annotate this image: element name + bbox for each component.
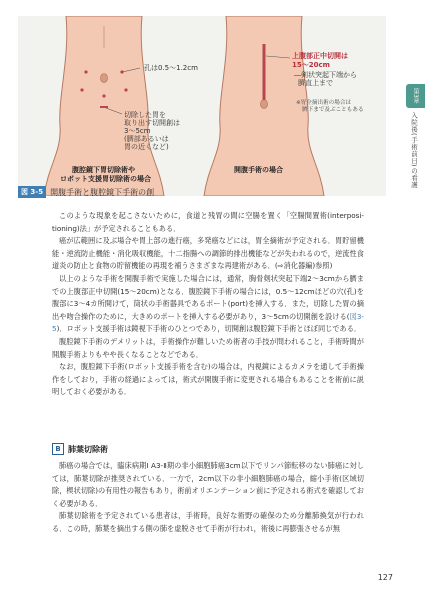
paragraph-incision-text-b: )．ロボット支援手術は鏡視下手術のひとつであり，切開創は腹腔鏡下手術とほぼ同じである． xyxy=(56,324,362,334)
section-heading xyxy=(52,443,108,455)
extraction-incision-label-4: (臍部あるいは xyxy=(124,135,169,143)
section-title: 肺葉切除術 xyxy=(68,444,108,454)
paragraph-lobectomy: 肺葉切除術を予定されている患者は，手術時，良好な術野の確保のため分離肺換気が行われる．この時，肺葉を摘出する側の肺を虚脱させて手術が行われ，術後に再膨張させるが無 xyxy=(52,511,364,533)
body-text-lower xyxy=(52,460,364,536)
chapter-section-vertical-text: 入院後(手術前日)の看護 xyxy=(410,112,418,189)
extraction-incision-label-2: 取り出す切開創は xyxy=(124,119,180,127)
paragraph-incision-comparison xyxy=(52,273,364,336)
midline-incision-title-1: 上腹部正中切開は xyxy=(292,52,348,60)
laparoscopic-procedure-label-1: 腹腔鏡下胃切除術や xyxy=(72,166,135,174)
section-marker: B xyxy=(52,443,64,455)
paragraph-incision-text-a: 以上のような手術を開腹手術で実施した場合には，通常，胸骨剣状突起下端2〜3cmから臍までの上腹部正中切開(15〜20cm)となる．腹腔鏡下手術の場合には，0.5〜12cmほどの穴(孔)を腹部に3〜4カ所開けて，筒状の手術器具であるポート(port)を挿入する．また，切除した胃の摘出や吻合操作のために，大きめのポートを挿入する必要があり，3〜5cmの切開創を設ける( xyxy=(52,273,364,321)
chapter-label: 第3章 xyxy=(412,88,419,104)
total-gastrectomy-note-1: ※胃全摘出術の場合は xyxy=(296,100,352,106)
paragraph-lung-cancer: 肺癌の場合では，臨床病期Ⅰ A3-Ⅱ期の非小細胞肺癌3cm以下でリンパ節転移のない肺癌に対しては，肺葉切除が推奨されている．一方で，2cm以下の非小細胞肺癌の場合，縮小手術(区域切除，楔状切除)の有用性の報告もあり，術前オリエンテーション前に予定される術式を確認しておく必要がある． xyxy=(52,461,364,508)
paragraph-conversion-note: なお，腹腔鏡下手術(ロボット支援手術を含む)の場合は，内視鏡によるカメラを通して手術操作をしており，手術の経過によっては，術式が開腹手術に変更される場合もあることを術前に説明しておく必要がある． xyxy=(52,362,364,397)
paragraph-laparoscopic-demerit: 腹腔鏡下手術のデメリットは，手術操作が難しいため術者の手技が問われること，手術時間が開腹手術よりもやや長くなることなどである． xyxy=(52,336,364,359)
laparoscopic-procedure-label-2: ロボット支援胃切除術の場合 xyxy=(60,175,151,183)
midline-incision-range-2: 臍直上まで xyxy=(298,79,333,87)
midline-incision-title-2: 15〜20cm xyxy=(292,61,330,69)
page-number: 127 xyxy=(377,573,393,582)
extraction-incision-label-5: 胃の近くなど) xyxy=(124,143,169,151)
paragraph-total-gastrectomy: 癌が広範囲に及ぶ場合や胃上部の進行癌，多発癌などには，胃全摘術が予定される．胃貯留機能・逆流防止機能・消化吸収機能，十二指腸への調節的排出機能などが失われるので，逆流性食道炎の防止と食物の貯留機能の再現を補うさまざまな再建術がある．(⇨消化器編)参照) xyxy=(52,236,364,271)
body-text-upper xyxy=(52,210,364,399)
figure-caption-text: 開腹手術と腹腔鏡下手術の創 xyxy=(50,187,155,197)
chapter-tab xyxy=(406,84,425,108)
surgery-wound-figure xyxy=(18,16,386,196)
extraction-incision-label-1: 切除した胃を xyxy=(124,111,166,119)
total-gastrectomy-note-2: 臍下まで及ぶこともある xyxy=(302,107,364,113)
figure-reference-link[interactable]: 図3-5 xyxy=(52,311,364,334)
paragraph-interposition: このような現象を起こさないために，食道と残胃の間に空腸を置く「空腸間置術(interposi-tioning)法」が予定されることもある． xyxy=(52,211,364,233)
figure-number-badge: 図 3-5 xyxy=(18,186,46,198)
extraction-incision-label-3: 3〜5cm xyxy=(124,127,151,135)
midline-incision-range-1: ―剣状突起下端から xyxy=(294,71,357,79)
open-surgery-label: 開腹手術の場合 xyxy=(234,166,283,174)
figure-caption xyxy=(18,186,154,198)
port-hole-label: 孔は0.5〜1.2cm xyxy=(144,64,198,72)
